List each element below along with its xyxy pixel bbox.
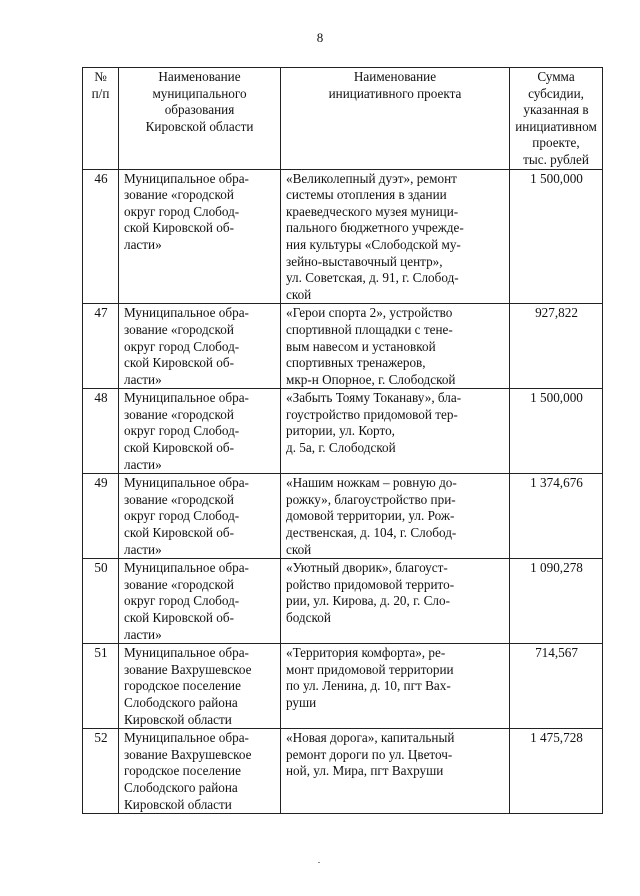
row-municipality: Муниципальное обра- зование «городской округ город Слобод- ской Кировской об- ласти» [119, 389, 281, 474]
row-project: «Забыть Тояму Токанаву», бла- гоустройство придомовой тер- ритории, ул. Корто, д. 5а, г. Слободской [281, 389, 510, 474]
row-project: «Новая дорога», капитальный ремонт дороги по ул. Цветоч- ной, ул. Мира, пгт Вахруши [281, 729, 510, 814]
row-amount: 1 500,000 [510, 169, 603, 304]
table-row [83, 169, 603, 304]
table-row [83, 389, 603, 474]
row-number: 48 [83, 389, 119, 474]
row-number: 51 [83, 644, 119, 729]
table-row [83, 304, 603, 389]
row-municipality: Муниципальное обра- зование «городской округ город Слобод- ской Кировской об- ласти» [119, 304, 281, 389]
table-row [83, 644, 603, 729]
row-amount: 1 374,676 [510, 474, 603, 559]
row-amount: 714,567 [510, 644, 603, 729]
subsidy-table [82, 67, 603, 814]
row-amount: 1 500,000 [510, 389, 603, 474]
row-amount: 1 475,728 [510, 729, 603, 814]
row-project: «Великолепный дуэт», ремонт системы отопления в здании краеведческого музея муници- пального бюджетного учрежде- ния культуры «Слободской му- зейно-выставочный центр», ул. Советская, д. 91, г. Слобод- ской [281, 169, 510, 304]
row-municipality: Муниципальное обра- зование Вахрушевское городское поселение Слободского района Кировской области [119, 729, 281, 814]
row-amount: 927,822 [510, 304, 603, 389]
row-project: «Территория комфорта», ре- монт придомовой территории по ул. Ленина, д. 10, пгт Вах- руши [281, 644, 510, 729]
row-project: «Герои спорта 2», устройство спортивной площадки с тене- вым навесом и установкой спортивных тренажеров, мкр-н Опорное, г. Слободской [281, 304, 510, 389]
row-number: 52 [83, 729, 119, 814]
page-number: 8 [316, 30, 324, 45]
scan-speck [318, 862, 320, 863]
row-number: 50 [83, 559, 119, 644]
row-amount: 1 090,278 [510, 559, 603, 644]
row-municipality: Муниципальное обра- зование «городской округ город Слобод- ской Кировской об- ласти» [119, 474, 281, 559]
row-number: 46 [83, 169, 119, 304]
header-municipality: Наименование муниципального образования Кировской области [119, 68, 281, 170]
table-row [83, 474, 603, 559]
row-project: «Уютный дворик», благоуст- ройство придомовой террито- рии, ул. Кирова, д. 20, г. Сло- бодской [281, 559, 510, 644]
row-number: 47 [83, 304, 119, 389]
table-row [83, 559, 603, 644]
table-row [83, 729, 603, 814]
header-amount: Сумма субсидии, указанная в инициативном проекте, тыс. рублей [510, 68, 603, 170]
row-number: 49 [83, 474, 119, 559]
row-municipality: Муниципальное обра- зование Вахрушевское городское поселение Слободского района Кировской области [119, 644, 281, 729]
table-header-row [83, 68, 603, 170]
header-number: № п/п [83, 68, 119, 170]
header-project: Наименование инициативного проекта [281, 68, 510, 170]
row-project: «Нашим ножкам – ровную до- рожку», благоустройство при- домовой территории, ул. Рож- дественская, д. 104, г. Слобод- ской [281, 474, 510, 559]
row-municipality: Муниципальное обра- зование «городской округ город Слобод- ской Кировской об- ласти» [119, 559, 281, 644]
row-municipality: Муниципальное обра- зование «городской округ город Слобод- ской Кировской об- ласти» [119, 169, 281, 304]
